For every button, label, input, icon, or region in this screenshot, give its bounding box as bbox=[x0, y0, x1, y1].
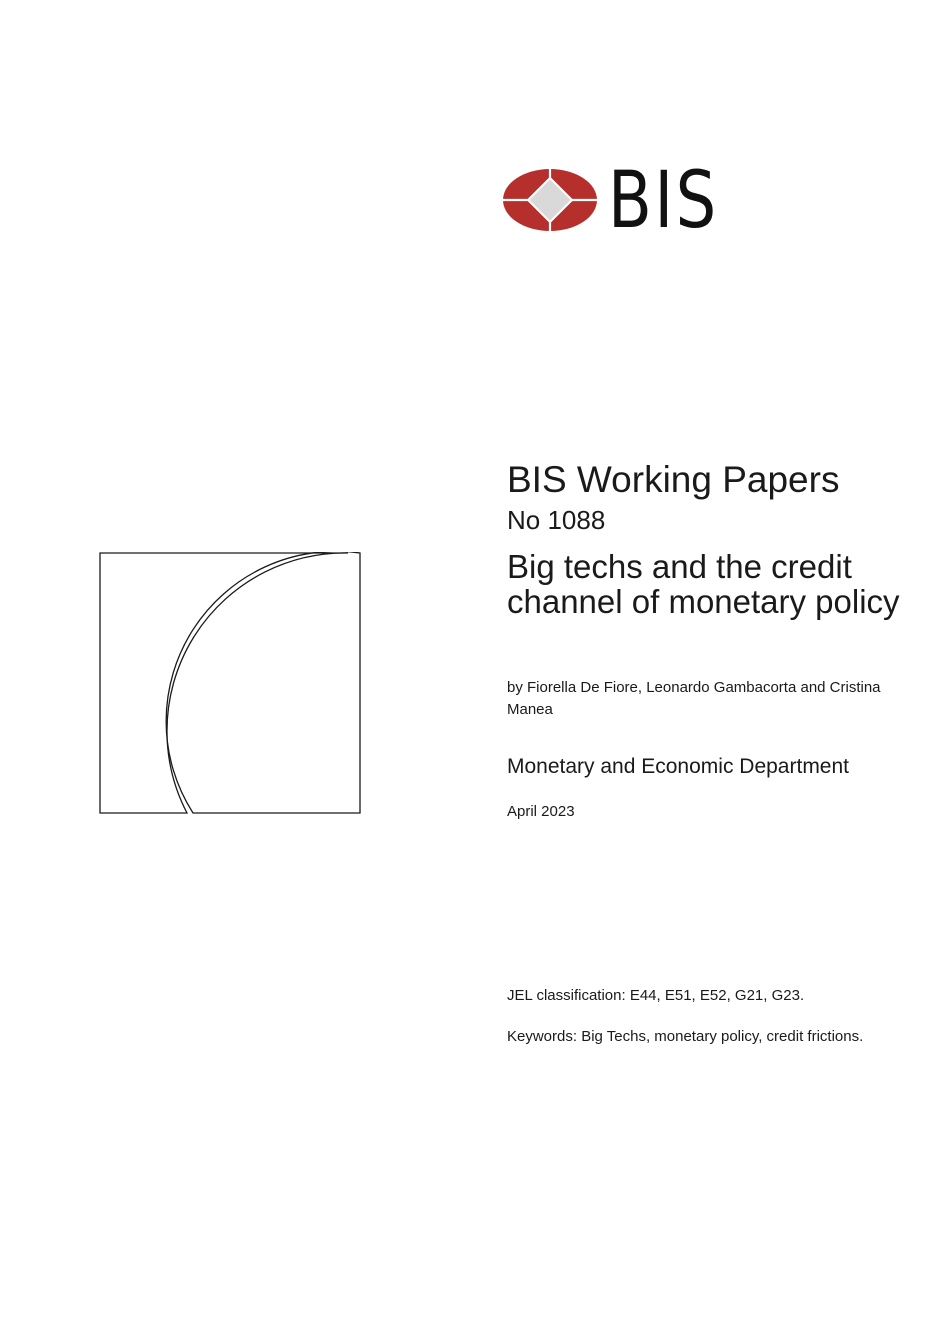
publication-date: April 2023 bbox=[507, 803, 575, 820]
bis-logo bbox=[502, 156, 742, 246]
bis-wordmark: BIS bbox=[608, 156, 719, 246]
authors: by Fiorella De Fiore, Leonardo Gambacorta and Cristina Manea bbox=[507, 679, 881, 718]
keywords: Keywords: Big Techs, monetary policy, credit frictions. bbox=[507, 1028, 864, 1045]
bis-emblem-icon bbox=[502, 166, 602, 238]
jel-classification: JEL classification: E44, E51, E52, G21, G23. bbox=[507, 987, 805, 1004]
paper-title: Big techs and the credit channel of monetary policy bbox=[507, 548, 900, 620]
series-title: BIS Working Papers bbox=[507, 459, 840, 500]
paper-number: No 1088 bbox=[507, 505, 606, 535]
department: Monetary and Economic Department bbox=[507, 755, 849, 778]
cover-graphic bbox=[99, 552, 362, 815]
quarter-arc-icon bbox=[99, 552, 362, 815]
